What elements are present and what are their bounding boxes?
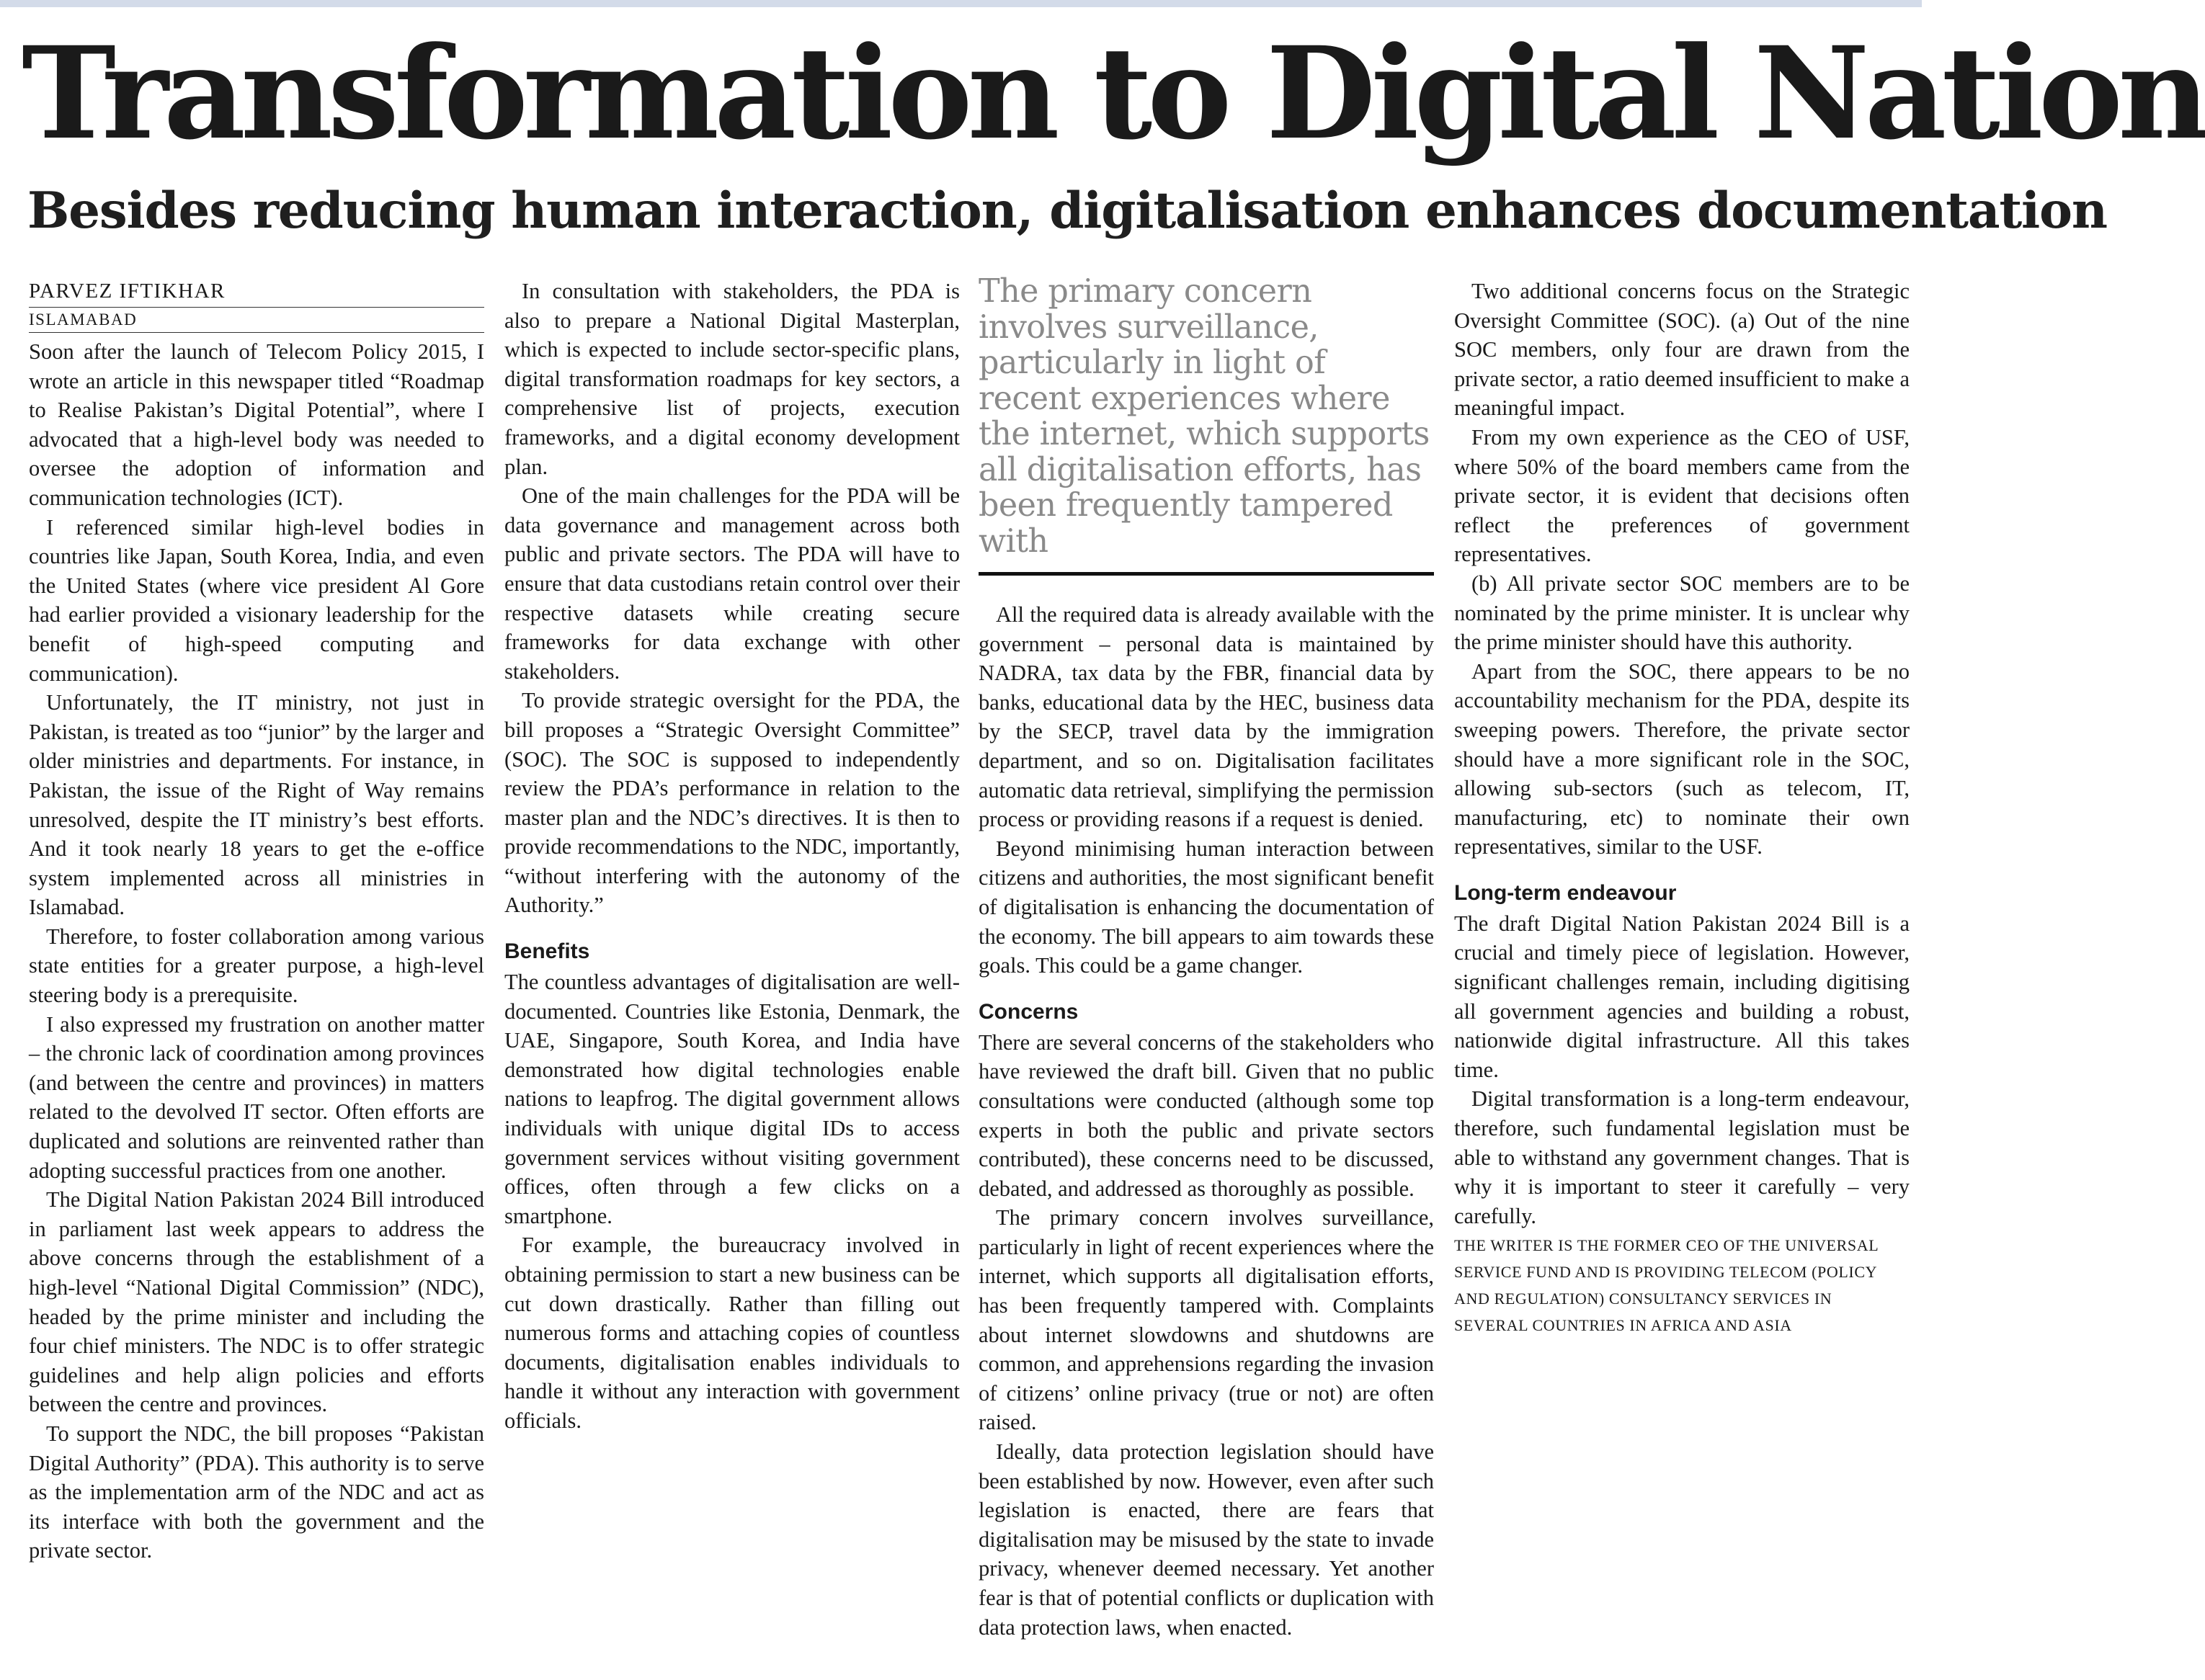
body-paragraph: To provide strategic oversight for the PDA, the bill proposes a “Strategic Oversight Committee” (SOC). The SOC is supposed to independently review the PDA’s performance in relation to the master plan and the NDC’s directives. It is then to provide recommendations to the NDC, importantly, “without interfering with the autonomy of the Authority.” — [504, 688, 960, 918]
section-heading-concerns: Concerns — [979, 999, 1079, 1024]
body-paragraph: Therefore, to foster collaboration among various state entities for a greater purpose, a high-level steering body is a prerequisite. — [29, 924, 484, 1008]
body-paragraph: There are several concerns of the stakeholders who have reviewed the draft bill. Given that no public consultations were conducted (although some top experts in both the public and private sectors contributed), these concerns need to be discussed, debated, and addressed as thoroughly as possible. — [979, 1029, 1434, 1201]
body-paragraph: In consultation with stakeholders, the PDA is also to prepare a National Digital Masterplan, which is expected to include sector-specific plans, digital transformation roadmaps for key sectors, a comprehensive list of projects, execution frameworks, and a digital economy development plan. — [504, 279, 960, 479]
byline-block — [29, 277, 484, 333]
author-bio: THE WRITER IS THE FORMER CEO OF THE UNIVERSAL SERVICE FUND AND IS PROVIDING TELECOM (POLICY AND REGULATION) CONSULTANCY SERVICES IN SEVERAL COUNTRIES IN AFRICA AND ASIA — [1454, 1236, 1879, 1335]
body-paragraph: I referenced similar high-level bodies in countries like Japan, South Korea, India, and even the United States (where vice president Al Gore had earlier provided a visionary leadership for the benefit of high-speed computing and communication). — [29, 514, 484, 686]
headline: Transformation to Digital Nation — [22, 19, 2205, 168]
body-paragraph: From my own experience as the CEO of USF, where 50% of the board members came from the private sector, it is evident that decisions often reflect the preferences of government representatives. — [1454, 424, 1910, 567]
column-3 — [979, 273, 1434, 1667]
column-2 — [504, 277, 960, 1667]
pull-quote: The primary concern involves surveillance, particularly in light of recent experiences where the internet, which supports all digitalisation efforts, has been frequently tampered with — [979, 274, 1434, 576]
body-paragraph: The countless advantages of digitalisation are well-documented. Countries like Estonia, Denmark, the UAE, Singapore, South Korea, and India have demonstrated how digital technologies enable nations to leapfrog. The digital government allows individuals with unique digital IDs to access government services without visiting government offices, often through a few clicks on a smartphone. — [504, 970, 960, 1228]
body-paragraph: Ideally, data protection legislation should have been established by now. However, even after such legislation is enacted, there are fears that digitalisation may be misused by the state to invade privacy, whenever deemed necessary. Yet another fear is that of potential conflicts or duplication with data protection laws, when enacted. — [979, 1439, 1434, 1640]
body-paragraph: For example, the bureaucracy involved in obtaining permission to start a new business can be cut down drastically. Rather than filling out numerous forms and attaching copies of countless documents, digitalisation enables individuals to handle it without any interaction with government officials. — [504, 1233, 960, 1433]
section-heading-benefits: Benefits — [504, 939, 590, 964]
body-paragraph: The Digital Nation Pakistan 2024 Bill introduced in parliament last week appears to address the above concerns through the establishment of a high-level “National Digital Commission” (NDC), headed by the prime minister and including the four chief ministers. The NDC is to offer strategic guidelines and help align policies and efforts between the centre and provinces. — [29, 1187, 484, 1417]
subheadline: Besides reducing human interaction, digitalisation enhances documentation — [27, 182, 2107, 240]
author-byline: PARVEZ IFTIKHAR — [29, 277, 484, 308]
section-heading-long-term-endeavour: Long-term endeavour — [1454, 880, 1677, 905]
body-paragraph: I also expressed my frustration on another matter – the chronic lack of coordination among provinces (and between the centre and provinces) in matters related to the devolved IT sector. Often efforts are duplicated and solutions are reinvented rather than adopting successful practices from one another. — [29, 1011, 484, 1183]
body-paragraph: Beyond minimising human interaction between citizens and authorities, the most significant benefit of digitalisation is enhancing the documentation of the economy. The bill appears to aim towards these goals. This could be a game changer. — [979, 836, 1434, 978]
body-paragraph: Digital transformation is a long-term endeavour, therefore, such fundamental legislation must be able to withstand any government changes. That is why it is important to steer it carefully – very carefully. — [1454, 1086, 1910, 1228]
dateline-location: ISLAMABAD — [29, 308, 484, 333]
column-1 — [29, 277, 484, 1667]
body-paragraph: Two additional concerns focus on the Strategic Oversight Committee (SOC). (a) Out of the nine SOC members, only four are drawn from the private sector, a ratio deemed insufficient to make a meaningful impact. — [1454, 279, 1910, 421]
body-paragraph: (b) All private sector SOC members are to be nominated by the prime minister. It is unclear why the prime minister should have this authority. — [1454, 571, 1910, 655]
body-paragraph: One of the main challenges for the PDA will be data governance and management across both public and private sectors. The PDA will have to ensure that data custodians retain control over their respective datasets while creating secure frameworks for data exchange with other stakeholders. — [504, 483, 960, 684]
top-color-bar — [0, 0, 1922, 7]
column-4 — [1454, 277, 1910, 1667]
body-paragraph: The draft Digital Nation Pakistan 2024 Bill is a crucial and timely piece of legislation. However, significant challenges remain, including digitising all government agencies and building a robust, nationwide digital infrastructure. All this takes time. — [1454, 911, 1910, 1082]
body-paragraph: Unfortunately, the IT ministry, not just in Pakistan, is treated as too “junior” by the larger and older ministries and departments. For instance, in Pakistan, the issue of the Right of Way remains unresolved, despite the IT ministry’s best efforts. And it took nearly 18 years to get the e-office system implemented across all ministries in Islamabad. — [29, 690, 484, 920]
body-paragraph: To support the NDC, the bill proposes “Pakistan Digital Authority” (PDA). This authority is to serve as the implementation arm of the NDC and act as its interface with both the government and the private sector. — [29, 1421, 484, 1563]
body-paragraph: All the required data is already available with the government – personal data is maintained by NADRA, tax data by the FBR, financial data by banks, educational data by the HEC, business data by the SECP, travel data by the immigration department, and so on. Digitalisation facilitates automatic data retrieval, simplifying the permission process or providing reasons if a request is denied. — [979, 602, 1434, 832]
body-paragraph: The primary concern involves surveillance, particularly in light of recent experiences where the internet, which supports all digitalisation efforts, has been frequently tampered with. Complaints about internet slowdowns and shutdowns are common, and apprehensions regarding the invasion of citizens’ online privacy (true or not) are often raised. — [979, 1205, 1434, 1435]
body-paragraph: Apart from the SOC, there appears to be no accountability mechanism for the PDA, despite its sweeping powers. Therefore, the private sector should have a more significant role in the SOC, allowing sub-sectors (such as telecom, IT, manufacturing, etc) to nominate their own representatives, similar to the USF. — [1454, 658, 1910, 859]
body-paragraph: Soon after the launch of Telecom Policy 2015, I wrote an article in this newspaper titled “Roadmap to Realise Pakistan’s Digital Potential”, where I advocated that a high-level body was needed to oversee the adoption of information and communication technologies (ICT). — [29, 339, 484, 510]
